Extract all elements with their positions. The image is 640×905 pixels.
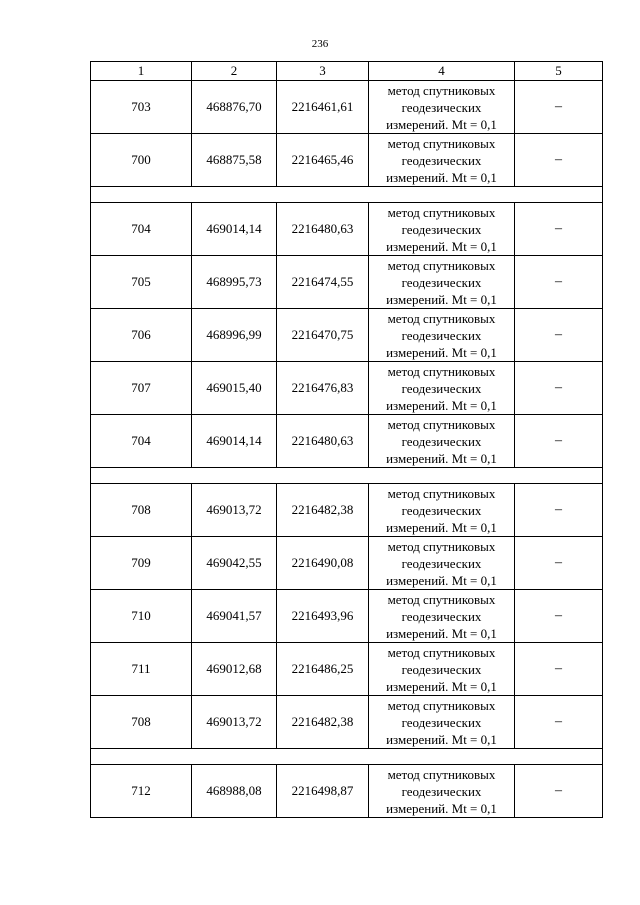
note-cell: – xyxy=(515,81,603,134)
point-number-cell: 704 xyxy=(91,203,192,256)
method-line: метод спутниковых xyxy=(387,257,496,273)
table-row xyxy=(91,203,603,256)
method-line: метод спутниковых xyxy=(387,363,496,379)
method-line: измерений. Mt = 0,1 xyxy=(386,238,497,254)
method-line: измерений. Mt = 0,1 xyxy=(386,397,497,413)
column-header: 2 xyxy=(192,62,277,81)
table-row xyxy=(91,134,603,187)
note-cell: – xyxy=(515,484,603,537)
x-coordinate-cell: 468996,99 xyxy=(192,309,277,362)
table-row xyxy=(91,643,603,696)
method-line: геодезических xyxy=(401,327,482,343)
method-line: геодезических xyxy=(401,783,482,799)
x-coordinate-cell: 469013,72 xyxy=(192,484,277,537)
method-line: геодезических xyxy=(401,555,482,571)
y-coordinate-cell: 2216474,55 xyxy=(277,256,369,309)
contour-separator-cell xyxy=(91,468,603,484)
x-coordinate-cell: 468876,70 xyxy=(192,81,277,134)
column-header: 1 xyxy=(91,62,192,81)
method-line: геодезических xyxy=(401,714,482,730)
note-cell: – xyxy=(515,256,603,309)
method-line: геодезических xyxy=(401,433,482,449)
point-number-cell: 707 xyxy=(91,362,192,415)
note-cell: – xyxy=(515,537,603,590)
method-cell xyxy=(369,537,515,590)
point-number-cell: 708 xyxy=(91,484,192,537)
method-cell xyxy=(369,256,515,309)
method-line: метод спутниковых xyxy=(387,697,496,713)
x-coordinate-cell: 469042,55 xyxy=(192,537,277,590)
table-row xyxy=(91,81,603,134)
method-line: метод спутниковых xyxy=(387,766,496,782)
x-coordinate-cell: 468875,58 xyxy=(192,134,277,187)
table-row xyxy=(91,415,603,468)
method-line: измерений. Mt = 0,1 xyxy=(386,291,497,307)
note-cell: – xyxy=(515,590,603,643)
table-body xyxy=(91,81,603,818)
point-number-cell: 711 xyxy=(91,643,192,696)
table-row xyxy=(91,537,603,590)
x-coordinate-cell: 469012,68 xyxy=(192,643,277,696)
point-number-cell: 712 xyxy=(91,765,192,818)
y-coordinate-cell: 2216476,83 xyxy=(277,362,369,415)
method-cell xyxy=(369,643,515,696)
method-line: измерений. Mt = 0,1 xyxy=(386,731,497,747)
method-line: измерений. Mt = 0,1 xyxy=(386,519,497,535)
x-coordinate-cell: 469014,14 xyxy=(192,415,277,468)
method-cell xyxy=(369,765,515,818)
point-number-cell: 705 xyxy=(91,256,192,309)
x-coordinate-cell: 469015,40 xyxy=(192,362,277,415)
point-number-cell: 704 xyxy=(91,415,192,468)
method-line: метод спутниковых xyxy=(387,538,496,554)
method-line: измерений. Mt = 0,1 xyxy=(386,800,497,816)
y-coordinate-cell: 2216461,61 xyxy=(277,81,369,134)
page-number: 236 xyxy=(311,38,329,50)
table-row xyxy=(91,309,603,362)
contour-separator-row xyxy=(91,749,603,765)
method-cell xyxy=(369,696,515,749)
contour-separator-cell xyxy=(91,749,603,765)
table-row xyxy=(91,765,603,818)
table-header-row xyxy=(91,62,603,81)
method-line: измерений. Mt = 0,1 xyxy=(386,169,497,185)
method-line: метод спутниковых xyxy=(387,591,496,607)
y-coordinate-cell: 2216482,38 xyxy=(277,696,369,749)
method-line: метод спутниковых xyxy=(387,310,496,326)
method-line: измерений. Mt = 0,1 xyxy=(386,678,497,694)
y-coordinate-cell: 2216482,38 xyxy=(277,484,369,537)
method-cell xyxy=(369,484,515,537)
note-cell: – xyxy=(515,309,603,362)
table-row xyxy=(91,256,603,309)
note-cell: – xyxy=(515,134,603,187)
method-cell xyxy=(369,134,515,187)
note-cell: – xyxy=(515,203,603,256)
method-line: метод спутниковых xyxy=(387,644,496,660)
x-coordinate-cell: 469013,72 xyxy=(192,696,277,749)
method-line: геодезических xyxy=(401,221,482,237)
method-line: метод спутниковых xyxy=(387,82,496,98)
coordinates-table xyxy=(90,61,603,818)
note-cell: – xyxy=(515,643,603,696)
y-coordinate-cell: 2216486,25 xyxy=(277,643,369,696)
method-line: геодезических xyxy=(401,502,482,518)
contour-separator-row xyxy=(91,187,603,203)
table-row xyxy=(91,484,603,537)
method-cell xyxy=(369,81,515,134)
method-line: метод спутниковых xyxy=(387,485,496,501)
method-cell xyxy=(369,309,515,362)
y-coordinate-cell: 2216498,87 xyxy=(277,765,369,818)
method-cell xyxy=(369,415,515,468)
method-line: измерений. Mt = 0,1 xyxy=(386,572,497,588)
y-coordinate-cell: 2216490,08 xyxy=(277,537,369,590)
table-row xyxy=(91,362,603,415)
method-line: измерений. Mt = 0,1 xyxy=(386,116,497,132)
table-row xyxy=(91,590,603,643)
point-number-cell: 706 xyxy=(91,309,192,362)
y-coordinate-cell: 2216480,63 xyxy=(277,415,369,468)
y-coordinate-cell: 2216465,46 xyxy=(277,134,369,187)
point-number-cell: 700 xyxy=(91,134,192,187)
x-coordinate-cell: 469041,57 xyxy=(192,590,277,643)
y-coordinate-cell: 2216470,75 xyxy=(277,309,369,362)
method-line: геодезических xyxy=(401,380,482,396)
method-line: измерений. Mt = 0,1 xyxy=(386,344,497,360)
method-line: геодезических xyxy=(401,274,482,290)
note-cell: – xyxy=(515,362,603,415)
x-coordinate-cell: 468995,73 xyxy=(192,256,277,309)
note-cell: – xyxy=(515,415,603,468)
x-coordinate-cell: 469014,14 xyxy=(192,203,277,256)
table-row xyxy=(91,696,603,749)
y-coordinate-cell: 2216480,63 xyxy=(277,203,369,256)
column-header: 5 xyxy=(515,62,603,81)
column-header: 4 xyxy=(369,62,515,81)
method-line: измерений. Mt = 0,1 xyxy=(386,625,497,641)
contour-separator-row xyxy=(91,468,603,484)
method-line: геодезических xyxy=(401,608,482,624)
method-line: метод спутниковых xyxy=(387,135,496,151)
method-line: геодезических xyxy=(401,99,482,115)
contour-separator-cell xyxy=(91,187,603,203)
point-number-cell: 709 xyxy=(91,537,192,590)
method-line: измерений. Mt = 0,1 xyxy=(386,450,497,466)
method-cell xyxy=(369,590,515,643)
method-cell xyxy=(369,203,515,256)
point-number-cell: 703 xyxy=(91,81,192,134)
y-coordinate-cell: 2216493,96 xyxy=(277,590,369,643)
method-line: геодезических xyxy=(401,661,482,677)
note-cell: – xyxy=(515,765,603,818)
x-coordinate-cell: 468988,08 xyxy=(192,765,277,818)
method-line: метод спутниковых xyxy=(387,204,496,220)
point-number-cell: 710 xyxy=(91,590,192,643)
point-number-cell: 708 xyxy=(91,696,192,749)
method-line: метод спутниковых xyxy=(387,416,496,432)
method-cell xyxy=(369,362,515,415)
method-line: геодезических xyxy=(401,152,482,168)
column-header: 3 xyxy=(277,62,369,81)
note-cell: – xyxy=(515,696,603,749)
